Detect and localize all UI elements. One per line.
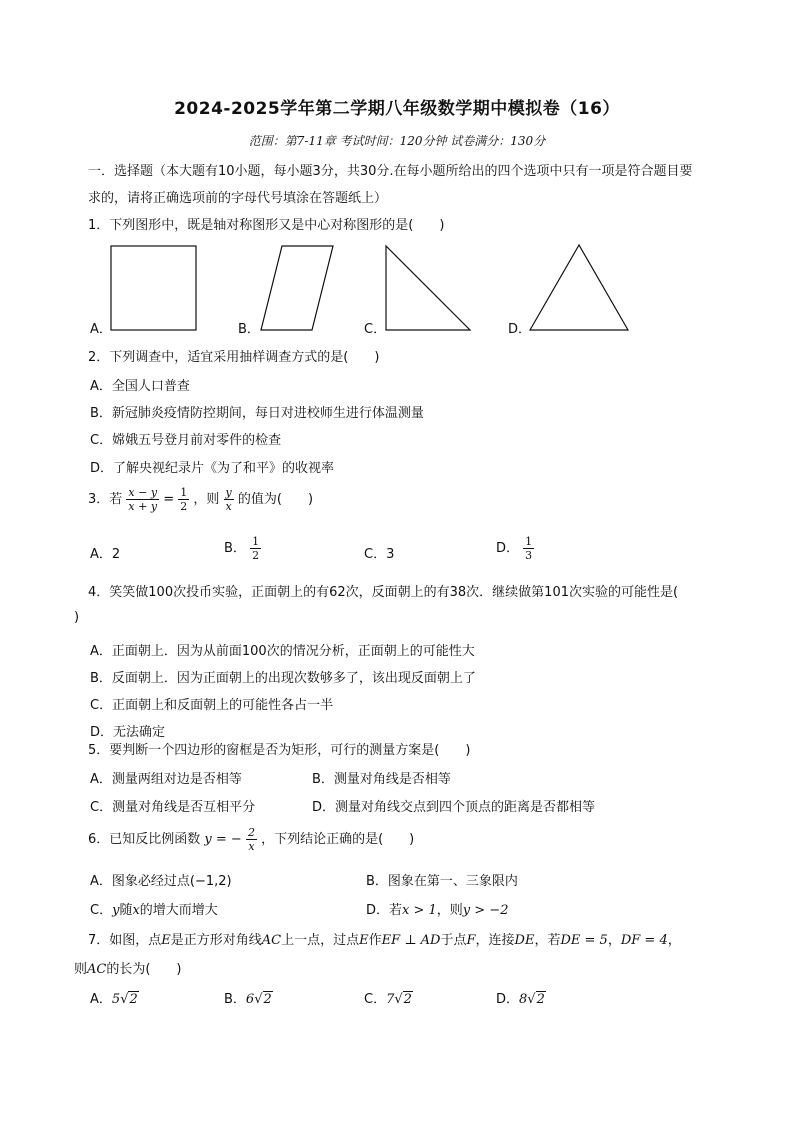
q7-option-d-radicand: 2 [536, 992, 545, 1007]
q7-segment-de: DE [514, 933, 535, 948]
q5-stem: 5．要判断一个四边形的窗框是否为矩形，可行的测量方案是( ) [88, 743, 471, 758]
q2-option-d[interactable]: D．了解央视纪录片《为了和平》的收视率 [90, 461, 335, 476]
q6-function-fraction [246, 826, 257, 853]
q3-fraction-rhs [178, 486, 189, 513]
q7-option-d-label: D． [496, 992, 520, 1007]
q7-de-value: DE = 5 [560, 933, 608, 948]
q3-fraction-target [224, 486, 234, 513]
q3-option-d-denominator: 3 [525, 549, 533, 562]
q1-parallelogram-figure [261, 246, 333, 330]
q7-text-4: 作 [368, 933, 382, 948]
q3-option-d-fraction [523, 535, 534, 562]
q6-frac-denominator: x [248, 840, 255, 853]
q2-option-a[interactable]: A．全国人口普查 [90, 379, 190, 394]
q7-option-b-coef: 6 [245, 992, 255, 1007]
q7-text-8: ， [607, 933, 621, 948]
q3-stem [88, 486, 313, 513]
q7-option-c-radicand: 2 [403, 992, 412, 1007]
q6-option-d-mid: ，则 [436, 903, 463, 918]
q6-option-d[interactable] [366, 899, 508, 918]
q6-prefix: 6．已知反比例函数 [88, 832, 201, 847]
q6-suffix: ，下列结论正确的是( ) [261, 832, 415, 847]
q3-frac3-denominator: x [225, 500, 232, 513]
q7-option-a-coef: 5 [111, 992, 121, 1007]
q5-option-b[interactable]: B．测量对角线是否相等 [312, 772, 451, 787]
q3-option-b[interactable] [224, 535, 261, 562]
q7-text-9: ， [667, 933, 681, 948]
q7-option-a[interactable] [90, 988, 139, 1007]
q3-option-b-denominator: 2 [252, 549, 260, 562]
sqrt-symbol: √ [120, 992, 129, 1007]
q7-line2-ac: AC [87, 962, 107, 977]
q7-point-e: E [161, 933, 171, 948]
q7-line2-post: 的长为( ) [106, 962, 182, 977]
q3-option-d-label: D． [496, 541, 520, 556]
q7-option-a-radicand: 2 [129, 992, 138, 1007]
q1-option-a-label[interactable]: A． [90, 322, 112, 337]
section-instructions-line2: 求的，请将正确选项前的字母代号填涂在答题纸上） [88, 191, 388, 206]
q5-option-d[interactable]: D．测量对角线交点到四个顶点的距离是否都相等 [312, 800, 596, 815]
q7-segment-ac: AC [261, 933, 282, 948]
q2-option-c[interactable]: C．嫦娥五号登月前对零件的检查 [90, 433, 282, 448]
q7-point-f: F [466, 933, 476, 948]
q7-option-c-coef: 7 [386, 992, 395, 1007]
q7-df-value: DF = 4 [620, 933, 668, 948]
q4-stem-line2: ) [74, 610, 80, 625]
q7-option-c[interactable] [364, 988, 413, 1007]
q1-option-d-label[interactable]: D． [508, 322, 532, 337]
q7-text-3: 上一点，过点 [281, 933, 360, 948]
q6-function-lhs: y = − [204, 832, 242, 847]
q6-stem [88, 826, 414, 853]
sqrt-symbol: √ [527, 992, 536, 1007]
q3-fraction-lhs [126, 486, 159, 513]
q3-equals: = [163, 492, 175, 507]
q3-prefix: 3．若 [88, 492, 123, 507]
q7-option-c-label: C． [364, 992, 387, 1007]
q6-option-d-label: D．若 [366, 903, 403, 918]
q4-option-b[interactable]: B．反面朝上．因为正面朝上的出现次数够多了，该出现反面朝上了 [90, 671, 476, 686]
q6-option-d-result: y > −2 [462, 903, 509, 918]
q3-option-d[interactable] [496, 535, 534, 562]
q3-frac3-numerator: y [225, 486, 232, 499]
q3-option-b-label: B． [224, 541, 246, 556]
q6-option-c[interactable] [90, 899, 218, 918]
q7-text-1: 7．如图，点 [88, 933, 162, 948]
q3-frac1-numerator: x − y [128, 486, 158, 499]
q7-line2-pre: 则 [74, 962, 88, 977]
q7-text-6: ，连接 [475, 933, 515, 948]
q6-option-b[interactable]: B．图象在第一、三象限内 [366, 874, 518, 889]
q7-option-b-label: B． [224, 992, 246, 1007]
q5-option-c[interactable]: C．测量对角线是否互相平分 [90, 800, 256, 815]
q1-stem: 1．下列图形中，既是轴对称图形又是中心对称图形的是( ) [88, 218, 445, 233]
q7-stem-line1 [88, 929, 681, 948]
q5-option-a[interactable]: A．测量两组对边是否相等 [90, 772, 242, 787]
q6-frac-numerator: 2 [247, 826, 255, 839]
q7-point-e-2: E [359, 933, 369, 948]
q7-stem-line2 [74, 958, 182, 977]
exam-info: 范围：第7-11章 考试时间：120分钟 试卷满分：130分 [248, 134, 546, 148]
q7-option-a-label: A． [90, 992, 112, 1007]
q6-option-c-x: x [132, 903, 140, 918]
q4-option-d[interactable]: D．无法确定 [90, 725, 166, 740]
q7-option-d[interactable] [496, 988, 546, 1007]
q3-option-b-numerator: 1 [252, 535, 260, 548]
q7-option-b-radicand: 2 [263, 992, 272, 1007]
q7-text-5: 于点 [440, 933, 467, 948]
q4-option-c[interactable]: C．正面朝上和反面朝上的可能性各占一半 [90, 698, 334, 713]
page-title: 2024-2025学年第二学期八年级数学期中模拟卷（16） [174, 99, 620, 119]
q3-frac2-denominator: 2 [180, 500, 188, 513]
q6-option-c-mid: 随 [119, 903, 133, 918]
q1-equilateral-triangle-figure [530, 245, 628, 330]
q3-suffix: 的值为( ) [237, 492, 314, 507]
q7-option-d-coef: 8 [519, 992, 528, 1007]
q2-stem: 2．下列调查中，适宜采用抽样调查方式的是( ) [88, 350, 380, 365]
q6-option-c-end: 的增大而增大 [139, 903, 218, 918]
q3-option-b-fraction [250, 535, 261, 562]
q6-option-a[interactable]: A．图象必经过点(−1,2) [90, 874, 232, 889]
q6-option-c-y: y [112, 903, 120, 918]
q1-option-c-label[interactable]: C． [364, 322, 387, 337]
q3-frac1-denominator: x + y [128, 500, 158, 513]
q7-text-2: 是正方形对角线 [170, 933, 262, 948]
section-instructions-line1: 一．选择题（本大题有10小题，每小题3分，共30分.在每小题所给出的四个选项中只有一项是符合题目要 [88, 164, 693, 179]
q1-option-b-label[interactable]: B． [238, 322, 260, 337]
sqrt-symbol: √ [394, 992, 403, 1007]
q4-stem-line1: 4．笑笑做100次投币实验，正面朝上的有62次，反面朝上的有38次．继续做第101次实验的可能性是( [88, 585, 679, 600]
q3-option-d-numerator: 1 [525, 535, 533, 548]
q1-square-figure [111, 246, 196, 330]
q4-option-a[interactable]: A．正面朝上．因为从前面100次的情况分析，正面朝上的可能性大 [90, 644, 475, 659]
q2-option-b[interactable]: B．新冠肺炎疫情防控期间，每日对进校师生进行体温测量 [90, 406, 424, 421]
q6-option-c-label: C． [90, 903, 113, 918]
sqrt-symbol: √ [254, 992, 263, 1007]
q3-option-a[interactable]: A．2 [90, 547, 121, 562]
q7-option-b[interactable] [224, 988, 273, 1007]
q3-option-c[interactable]: C．3 [364, 547, 395, 562]
q6-option-d-condition: x > 1 [402, 903, 437, 918]
q3-mid: ，则 [193, 492, 220, 507]
q1-right-triangle-figure [386, 246, 470, 330]
q3-frac2-numerator: 1 [180, 486, 188, 499]
q7-text-7: ，若 [534, 933, 561, 948]
q7-perpendicular: EF ⊥ AD [381, 933, 441, 948]
